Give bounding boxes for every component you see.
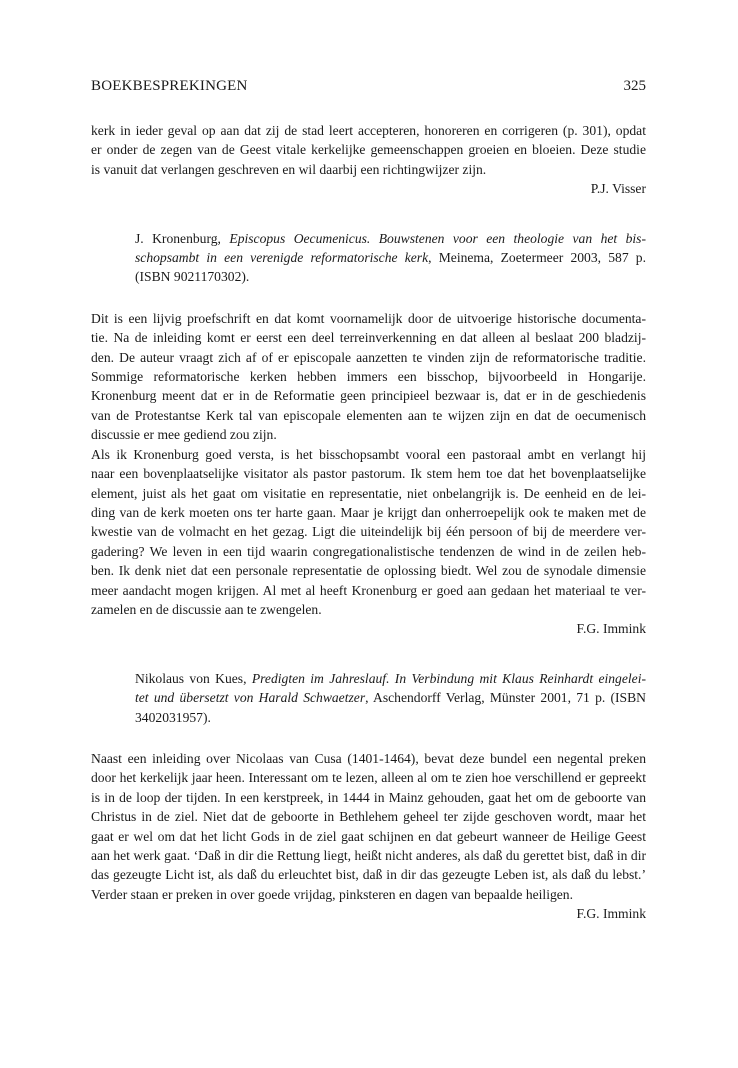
running-header	[91, 78, 646, 98]
text-line: Naast een inleiding over Nicolaas van Cusa (1401-1464), bevat deze bundel een negental preken	[91, 750, 646, 766]
text-line: aan het werk gaat. ‘Daß in dir die Rettung liegt, heißt nicht anderes, als daß du gerettet bist, daß in dir	[91, 848, 646, 863]
review-1-tail	[91, 121, 646, 199]
text-line: ding van de kerk moeten ons ter harte gaan. Maar je krijgt dan onherroepelijk ook te maken met de	[91, 504, 646, 520]
review-3	[91, 669, 646, 924]
text-line: kwestie van de volmacht en het gezag. Ligt die uiteindelijk bij één persoon of bij de meerdere ver-	[91, 524, 646, 540]
review-text	[91, 749, 646, 904]
author: Nikolaus von Kues,	[135, 670, 252, 686]
book-title: Predigten im Jahreslauf. In Verbindung mit Klaus Reinhardt eingelei-	[251, 670, 646, 686]
review-2	[91, 229, 646, 639]
text-line: meer aandacht mogen krijgen. Al met al heeft Kronenburg er goed aan gedaan het materiaal te ver-	[91, 582, 646, 598]
book-title: Episcopus Oecumenicus. Bouwstenen voor een theologie van het bis-	[229, 230, 646, 246]
text-line: Christus in de ziel. Niet dat de geboorte in Bethlehem geheel ter zijde geschoven wordt, maar het	[91, 809, 646, 825]
biblio-line	[135, 669, 646, 688]
text-line: ben. Ik denk niet dat een personale representatie de oplossing biedt. Wel zou de synodale dimensie	[91, 563, 646, 579]
text-line: door het kerkelijk jaar heen. Interessant om te lezen, alleen al om te zien hoe verschillend er gepreekt	[91, 770, 646, 786]
biblio-line	[135, 248, 646, 267]
reviewer-signature: F.G. Immink	[576, 621, 646, 637]
text-line: element, juist als het gaat om visitatie en representatie, niet onbelangrijk is. De eenheid en de lei-	[91, 485, 646, 501]
reviewer-signature: P.J. Visser	[590, 181, 646, 197]
page-number: 325	[623, 78, 646, 94]
book-title-cont: schopsambt in een verenigde reformatorische kerk	[135, 250, 429, 266]
bibliographic-entry	[135, 229, 646, 287]
text-line: tie. Na de inleiding komt er eerst een deel terreinverkenning en dat alleen al beslaat 200 bladzij-	[91, 330, 646, 346]
text-line: den. De auteur vraagt zich af of er episcopale aanzetten te vinden zijn de reformatorische traditie.	[91, 349, 646, 365]
text-line: Als ik Kronenburg goed versta, is het bisschopsambt vooral een pastoraal ambt en verlangt hij	[91, 446, 646, 462]
text-line: is in de loop der tijden. In een kerstpreek, in 1444 in Mainz gehouden, gaat het om de geboorte van	[91, 789, 646, 805]
text-line: Kronenburg meent dat er in de Reformatie geen principieel bezwaar is, dat er in de geschiedenis	[91, 388, 646, 404]
text-line: das gezeugte Licht ist, als daß du erleuchtet bist, daß in dir das gezeugte Leben ist, als daß du lebst.’	[91, 867, 646, 883]
isbn: (ISBN 9021170302).	[135, 269, 250, 285]
text-line: er onder de zegen van de Geest vitale kerkelijke gemeenschappen groeien en bloeien. Deze studie	[91, 142, 646, 158]
text-line: Sommige reformatorische kerken hebben immers een bisschop, bijvoorbeeld in Hongarije.	[91, 369, 646, 385]
text-line: is vanuit dat verlangen geschreven en wil daarbij een richtingwijzer zijn.	[91, 161, 487, 177]
text-line: van de Protestantse Kerk tal van episcopale elementen aan te wijzen zijn en dat de oecumenisch	[91, 407, 646, 423]
book-title-cont: tet und übersetzt von Harald Schwaetzer	[135, 690, 366, 706]
page-body	[91, 121, 646, 924]
text-line: gaat er wel om dat het licht Gods in de ziel gaat schijnen en dat gebeurt wanneer de Heilige Geest	[91, 828, 646, 844]
publisher-info: , Aschendorff Verlag, Münster 2001, 71 p. (ISBN	[365, 690, 647, 706]
text-line: gadering? We leven in een tijd waarin congregationalistische tendenzen de wind in de zeilen heb-	[91, 543, 646, 559]
review-text	[91, 309, 646, 620]
text-line: Dit is een lijvig proefschrift en dat komt voornamelijk door de uitvoerige historische documenta-	[91, 310, 646, 326]
text-line: naar een bovenplaatselijke visitator als pastor pastorum. Ik stem hem toe dat het bovenplaatselijke	[91, 466, 646, 482]
running-title: BOEKBESPREKINGEN	[91, 78, 248, 94]
isbn: 3402031957).	[135, 709, 211, 725]
bibliographic-entry	[135, 669, 646, 727]
biblio-line	[135, 688, 646, 707]
publisher-info: , Meinema, Zoetermeer 2003, 587 p.	[428, 250, 646, 266]
text-line: kerk in ieder geval op aan dat zij de stad leert accepteren, honoreren en corrigeren (p. 301), opdat	[91, 123, 646, 138]
text-line: zamelen en de discussie aan te zwengelen.	[91, 601, 322, 617]
reviewer-signature: F.G. Immink	[576, 906, 646, 922]
biblio-line	[135, 229, 646, 248]
text-line: discussie er mee gediend zou zijn.	[91, 427, 277, 443]
author: J. Kronenburg,	[135, 230, 230, 246]
text-line: Verder staan er preken in over goede vrijdag, pinksteren en dagen van bepaalde heiligen.	[91, 886, 573, 902]
